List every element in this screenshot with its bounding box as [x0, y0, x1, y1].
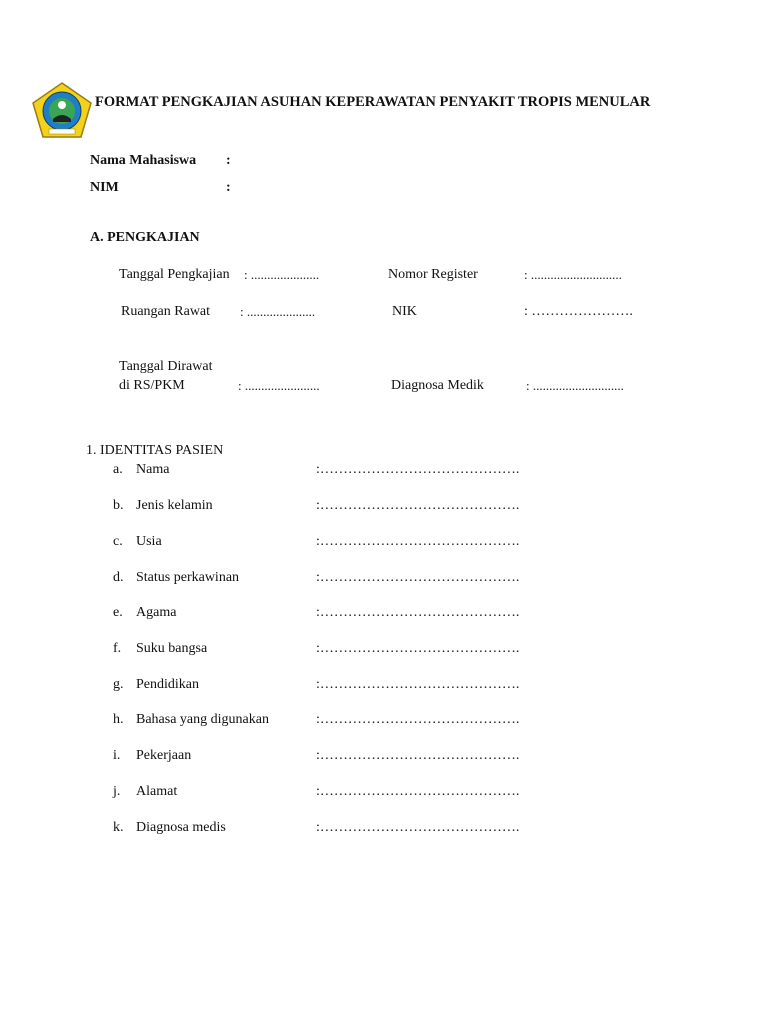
item-field[interactable]: :…………………………………….	[316, 677, 520, 692]
item-letter: a.	[113, 462, 123, 477]
student-name-label: Nama Mahasiswa	[90, 153, 197, 168]
item-letter: f.	[113, 641, 122, 656]
tanggal-pengkajian-label: Tanggal Pengkajian	[119, 267, 230, 282]
institution-logo	[31, 81, 93, 139]
nim-label: NIM	[90, 180, 119, 195]
item-label: Suku bangsa	[136, 641, 208, 656]
item-field[interactable]: :…………………………………….	[316, 748, 520, 763]
nomor-register-field[interactable]: : ............................	[524, 267, 622, 282]
item-label: Alamat	[136, 784, 178, 799]
item-label: Pekerjaan	[136, 748, 192, 763]
item-field[interactable]: :…………………………………….	[316, 784, 520, 799]
item-field[interactable]: :…………………………………….	[316, 570, 520, 585]
di-rs-pkm-label: di RS/PKM	[119, 378, 185, 393]
item-label: Nama	[136, 462, 170, 477]
item-label: Agama	[136, 605, 177, 620]
item-field[interactable]: :…………………………………….	[316, 605, 520, 620]
item-letter: c.	[113, 534, 123, 549]
item-field[interactable]: :…………………………………….	[316, 534, 520, 549]
item-label: Bahasa yang digunakan	[136, 712, 269, 727]
item-letter: d.	[113, 570, 124, 585]
diagnosa-medik-label: Diagnosa Medik	[391, 378, 484, 393]
item-label: Pendidikan	[136, 677, 199, 692]
tanggal-dirawat-field[interactable]: : .......................	[238, 378, 320, 393]
item-label: Jenis kelamin	[136, 498, 213, 513]
item-field[interactable]: :…………………………………….	[316, 498, 520, 513]
item-letter: g.	[113, 677, 124, 692]
student-name-colon: :	[226, 153, 231, 168]
item-letter: k.	[113, 820, 124, 835]
identitas-heading: 1. IDENTITAS PASIEN	[86, 443, 224, 458]
ruangan-rawat-label: Ruangan Rawat	[121, 304, 211, 319]
nomor-register-label: Nomor Register	[388, 267, 478, 282]
diagnosa-medik-field[interactable]: : ............................	[526, 378, 624, 393]
tanggal-dirawat-label: Tanggal Dirawat	[119, 359, 213, 374]
item-letter: e.	[113, 605, 123, 620]
nik-label: NIK	[392, 304, 417, 319]
item-label: Usia	[136, 534, 162, 549]
item-letter: b.	[113, 498, 124, 513]
item-field[interactable]: :…………………………………….	[316, 712, 520, 727]
item-label: Diagnosa medis	[136, 820, 226, 835]
nim-colon: :	[226, 180, 231, 195]
item-letter: i.	[113, 748, 121, 763]
nik-field[interactable]: : ………………….	[524, 304, 633, 319]
item-field[interactable]: :…………………………………….	[316, 641, 520, 656]
tanggal-pengkajian-field[interactable]: : .....................	[244, 267, 320, 282]
document-title: FORMAT PENGKAJIAN ASUHAN KEPERAWATAN PENYAKIT TROPIS MENULAR	[95, 94, 651, 110]
section-a-heading: A. PENGKAJIAN	[90, 230, 200, 245]
ruangan-rawat-field[interactable]: : .....................	[240, 304, 316, 319]
item-label: Status perkawinan	[136, 570, 240, 585]
item-field[interactable]: :…………………………………….	[316, 462, 520, 477]
item-letter: h.	[113, 712, 124, 727]
item-letter: j.	[113, 784, 121, 799]
item-field[interactable]: :…………………………………….	[316, 820, 520, 835]
